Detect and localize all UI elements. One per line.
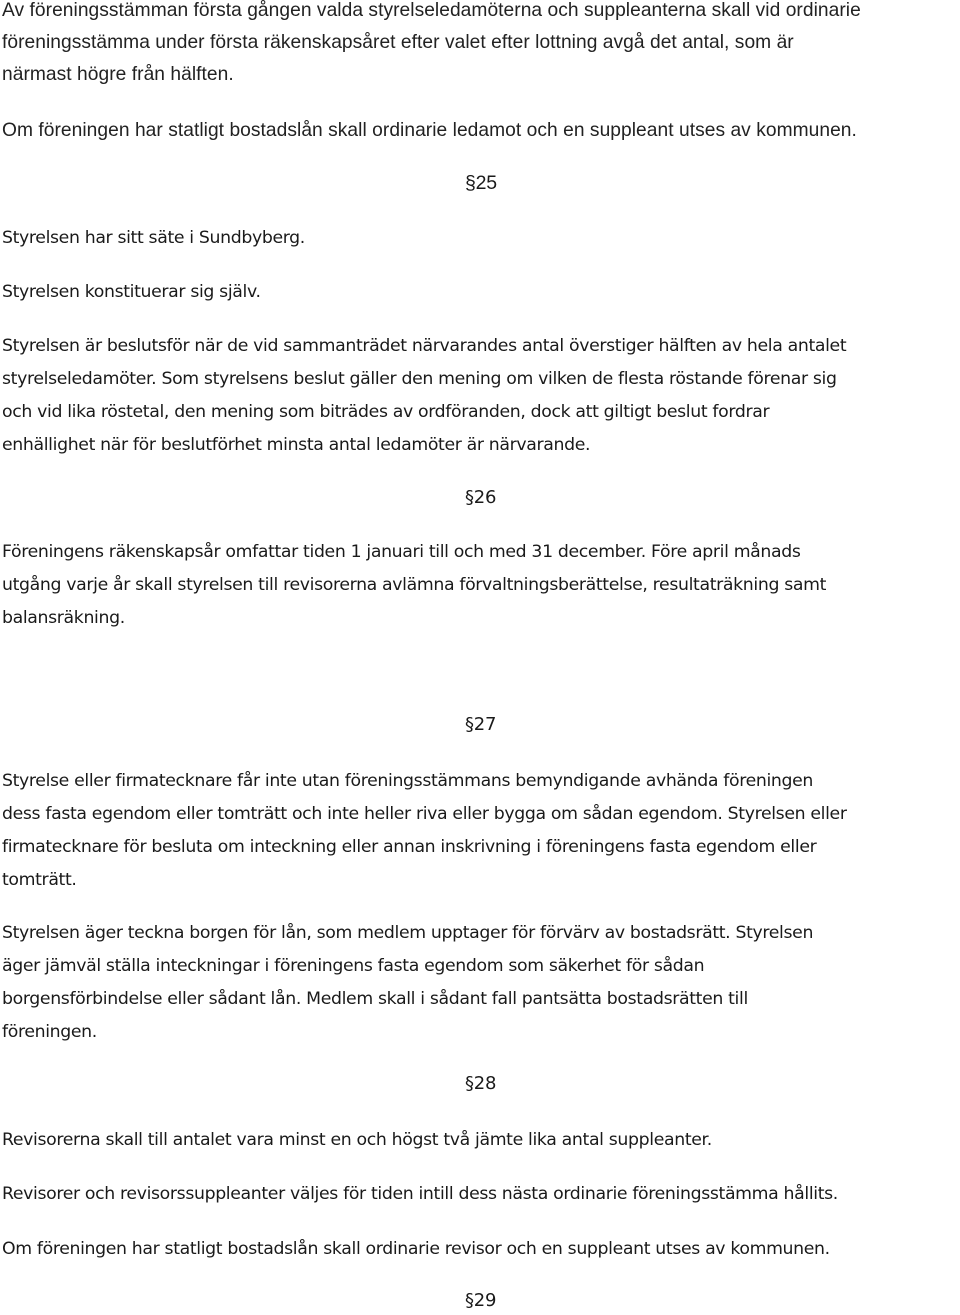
text-line: föreningsstämma under första räkenskapsåret efter valet efter lottning avgå det antal, som är xyxy=(2,32,794,53)
text-line: föreningen. xyxy=(2,1022,97,1042)
section-heading-26: §26 xyxy=(465,487,497,508)
s25-paragraph-3 xyxy=(2,330,957,462)
s27-paragraph-1 xyxy=(2,765,957,897)
text-line: Styrelsen är beslutsför när de vid sammanträdet närvarandes antal överstiger hälften av hela antalet xyxy=(2,336,847,356)
text-line: Revisorer och revisorssuppleanter väljes för tiden intill dess nästa ordinarie föreningsstämma hållits. xyxy=(2,1184,838,1204)
text-line: Om föreningen har statligt bostadslån skall ordinarie revisor och en suppleant utses av kommunen. xyxy=(2,1239,830,1259)
text-line: balansräkning. xyxy=(2,608,125,628)
text-line: Revisorerna skall till antalet vara minst en och högst två jämte lika antal suppleanter. xyxy=(2,1130,712,1150)
text-line: styrelseledamöter. Som styrelsens beslut gäller den mening om vilken de flesta röstande förenar sig xyxy=(2,369,837,389)
s28-paragraph-2 xyxy=(2,1178,957,1211)
text-line: utgång varje år skall styrelsen till revisorerna avlämna förvaltningsberättelse, resultaträkning samt xyxy=(2,575,827,595)
s26-paragraph-1 xyxy=(2,536,957,635)
intro-paragraph-2 xyxy=(2,115,957,147)
text-line: Styrelsen konstituerar sig själv. xyxy=(2,282,261,302)
text-line: tomträtt. xyxy=(2,870,77,890)
text-line: borgensförbindelse eller sådant lån. Medlem skall i sådant fall pantsätta bostadsrätten till xyxy=(2,989,748,1009)
intro-paragraph-1 xyxy=(2,0,957,91)
text-line: äger jämväl ställa inteckningar i föreningens fasta egendom som säkerhet för sådan xyxy=(2,956,705,976)
text-line: Styrelse eller firmatecknare får inte utan föreningsstämmans bemyndigande avhända föreningen xyxy=(2,771,814,791)
s28-paragraph-1 xyxy=(2,1124,957,1157)
text-line: Styrelsen har sitt säte i Sundbyberg. xyxy=(2,228,305,248)
text-line: enhällighet när för beslutförhet minsta antal ledamöter är närvarande. xyxy=(2,435,591,455)
text-line: Av föreningsstämman första gången valda styrelseledamöterna och suppleanterna skall vid ordinarie xyxy=(2,0,861,21)
text-line: Föreningens räkenskapsår omfattar tiden 1 januari till och med 31 december. Före april månads xyxy=(2,542,801,562)
section-heading-29: §29 xyxy=(465,1290,497,1311)
text-line: och vid lika röstetal, den mening som biträdes av ordföranden, dock att giltigt beslut fordrar xyxy=(2,402,770,422)
s25-paragraph-1 xyxy=(2,222,957,255)
text-line: Styrelsen äger teckna borgen för lån, som medlem upptager för förvärv av bostadsrätt. Styrelsen xyxy=(2,923,814,943)
section-heading-25: §25 xyxy=(465,172,497,194)
section-heading-27: §27 xyxy=(465,714,497,735)
s28-paragraph-3 xyxy=(2,1233,957,1266)
section-heading-28: §28 xyxy=(465,1073,497,1094)
text-line: närmast högre från hälften. xyxy=(2,64,234,85)
text-line: dess fasta egendom eller tomträtt och inte heller riva eller bygga om sådan egendom. Styrelsen eller xyxy=(2,804,847,824)
text-line: Om föreningen har statligt bostadslån skall ordinarie ledamot och en suppleant utses av kommunen. xyxy=(2,120,857,141)
s25-paragraph-2 xyxy=(2,276,957,309)
text-line: firmatecknare för besluta om inteckning eller annan inskrivning i föreningens fasta egendom eller xyxy=(2,837,817,857)
s27-paragraph-2 xyxy=(2,917,957,1049)
